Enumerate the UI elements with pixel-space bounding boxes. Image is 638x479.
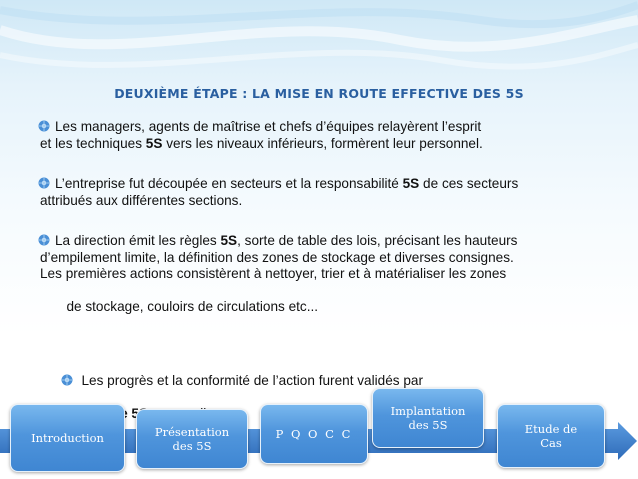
nav-button-label: P Q O C C (275, 427, 353, 441)
nav-button-label: Présentation des 5S (154, 425, 230, 453)
text-span: Les managers, agents de maîtrise et chefs d’équipes relayèrent l’esprit (55, 119, 482, 134)
text-span: La direction émit les règles (55, 233, 221, 248)
text-span: et les techniques (40, 135, 146, 151)
fleur-bullet-icon (36, 176, 52, 190)
text-span: Les progrès et la conformité de l’action furent validés par (77, 372, 423, 388)
nav-button-presentation[interactable] (136, 409, 248, 469)
fleur-bullet-icon (36, 233, 52, 247)
keyword-5s: 5S (220, 233, 238, 248)
text-span: L’entreprise fut découpée en secteurs et la responsabilité (55, 176, 403, 191)
nav-button-label: Introduction (31, 431, 104, 445)
fleur-bullet-icon (36, 119, 52, 133)
text-span: de stockage, couloirs de circulations etc... (62, 299, 319, 314)
keyword-5s: 5S (402, 176, 420, 191)
nav-button-label: Etude de Cas (524, 422, 578, 450)
text-span: Les premières actions consistèrent à nettoyer, trier et à matérialiser les zones (40, 266, 507, 281)
background-swirl (0, 0, 638, 120)
nav-button-introduction[interactable] (10, 404, 125, 472)
text-span: , sorte de table des lois, précisant les hauteurs (237, 233, 518, 248)
text-span: vers les niveaux inférieurs, formèrent leur personnel. (162, 135, 483, 151)
paragraph-1 (40, 119, 600, 152)
nav-button-pqocc[interactable] (260, 404, 368, 464)
keyword-5s: 5S (145, 135, 163, 151)
nav-button-etude-de-cas[interactable] (497, 404, 605, 468)
slide-title: DEUXIÈME ÉTAPE : LA MISE EN ROUTE EFFECTIVE DES 5S (114, 86, 524, 101)
paragraph-3 (40, 233, 600, 332)
paragraph-2 (40, 176, 600, 209)
text-span: d’empilement limite, la définition des zones de stockage et diverses consignes. (40, 249, 514, 265)
fleur-bullet-icon (59, 373, 75, 387)
text-span: de ces secteurs (419, 176, 519, 191)
text-span: attribués aux différentes sections. (40, 192, 243, 208)
nav-button-label: Implantation des 5S (390, 404, 466, 432)
nav-button-implantation[interactable] (372, 388, 484, 448)
slide-body (40, 119, 600, 446)
